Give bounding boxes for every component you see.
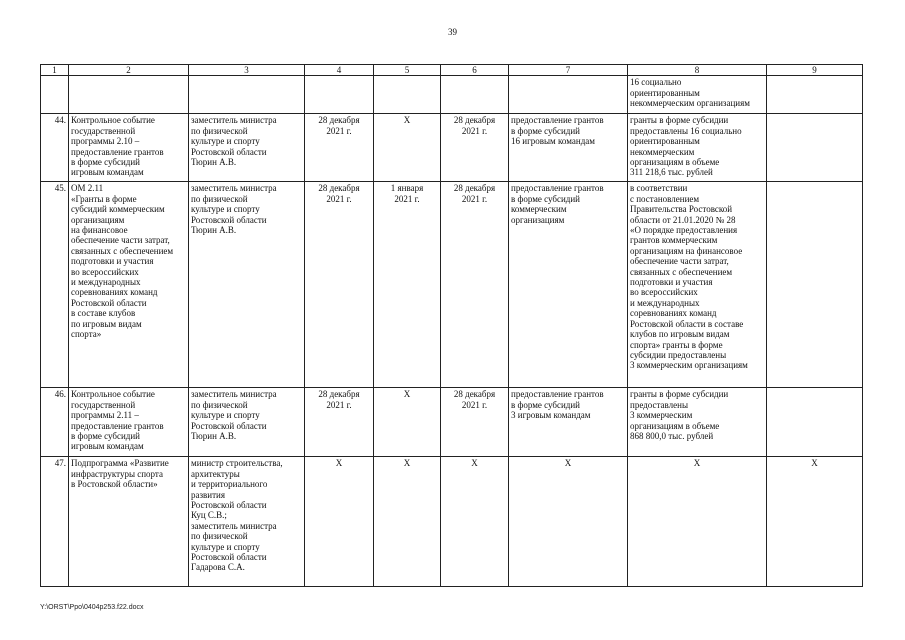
- cell-responsible: министр строительства, архитектуры и территориального развития Ростовской области Куц С.В.; заместитель министра по физической культуре и спорту Ростовской области Гадарова С.А.: [189, 457, 305, 587]
- cell-col6: Х: [441, 457, 509, 587]
- cell-col5: [374, 76, 441, 114]
- cell-col6: 28 декабря 2021 г.: [441, 114, 509, 182]
- table-row-44: [41, 114, 863, 182]
- cell-col8: в соответствии с постановлением Правительства Ростовской области от 21.01.2020 № 28 «О порядке предоставления грантов коммерческим организациям на финансовое обеспечение части затрат, связанных с обеспечением подготовки и участия во всероссийских и международных соревнованиях команд Ростовской области в составе клубов по игровым видам спорта» гранты в форме субсидии предоставлены 3 коммерческим организациям: [628, 182, 767, 388]
- cell-col8: гранты в форме субсидии предоставлены 16 социально ориентированным некоммерческим организациям в объеме 311 218,6 тыс. рублей: [628, 114, 767, 182]
- cell-col9: Х: [767, 457, 863, 587]
- header-cell: 6: [441, 65, 509, 76]
- cell-num: 46.: [41, 388, 69, 457]
- cell-col5: Х: [374, 457, 441, 587]
- cell-responsible: [189, 76, 305, 114]
- page-number: 39: [448, 27, 457, 37]
- header-cell: 8: [628, 65, 767, 76]
- cell-col4: 28 декабря 2021 г.: [305, 182, 374, 388]
- cell-col7: Х: [509, 457, 628, 587]
- column-number-header-row: [41, 65, 863, 76]
- cell-col8: гранты в форме субсидии предоставлены 3 коммерческим организациям в объеме 868 800,0 тыс. рублей: [628, 388, 767, 457]
- cell-num: 44.: [41, 114, 69, 182]
- header-cell: 9: [767, 65, 863, 76]
- cell-event: Контрольное событие государственной программы 2.11 – предоставление грантов в форме субсидий игровым командам: [69, 388, 189, 457]
- cell-responsible: заместитель министра по физической культуре и спорту Ростовской области Тюрин А.В.: [189, 388, 305, 457]
- cell-num: [41, 76, 69, 114]
- cell-col8: Х: [628, 457, 767, 587]
- cell-col7: предоставление грантов в форме субсидий коммерческим организациям: [509, 182, 628, 388]
- cell-col7: предоставление грантов в форме субсидий 3 игровым командам: [509, 388, 628, 457]
- cell-num: 47.: [41, 457, 69, 587]
- table-row-45: [41, 182, 863, 388]
- cell-event: Подпрограмма «Развитие инфраструктуры спорта в Ростовской области»: [69, 457, 189, 587]
- header-cell: 5: [374, 65, 441, 76]
- cell-col9: [767, 114, 863, 182]
- header-cell: 4: [305, 65, 374, 76]
- cell-col4: [305, 76, 374, 114]
- cell-responsible: заместитель министра по физической культуре и спорту Ростовской области Тюрин А.В.: [189, 182, 305, 388]
- cell-col5: 1 января 2021 г.: [374, 182, 441, 388]
- cell-col4: Х: [305, 457, 374, 587]
- cell-col5: Х: [374, 388, 441, 457]
- header-cell: 1: [41, 65, 69, 76]
- cell-event: Контрольное событие государственной программы 2.10 – предоставление грантов в форме субсидий игровым командам: [69, 114, 189, 182]
- header-cell: 7: [509, 65, 628, 76]
- table-row-46: [41, 388, 863, 457]
- cell-col5: Х: [374, 114, 441, 182]
- header-cell: 2: [69, 65, 189, 76]
- cell-col6: 28 декабря 2021 г.: [441, 182, 509, 388]
- cell-col9: [767, 182, 863, 388]
- cell-num: 45.: [41, 182, 69, 388]
- table-row-continuation: [41, 76, 863, 114]
- cell-responsible: заместитель министра по физической культуре и спорту Ростовской области Тюрин А.В.: [189, 114, 305, 182]
- cell-col6: 28 декабря 2021 г.: [441, 388, 509, 457]
- cell-col8: 16 социально ориентированным некоммерческим организациям: [628, 76, 767, 114]
- cell-col4: 28 декабря 2021 г.: [305, 114, 374, 182]
- cell-col6: [441, 76, 509, 114]
- table-row-47: [41, 457, 863, 587]
- cell-col9: [767, 388, 863, 457]
- cell-col9: [767, 76, 863, 114]
- cell-event: [69, 76, 189, 114]
- cell-col7: [509, 76, 628, 114]
- file-path-footer: Y:\ORST\Ppo\0404p253.f22.docx: [40, 604, 144, 611]
- cell-event: ОМ 2.11 «Гранты в форме субсидий коммерческим организациям на финансовое обеспечение части затрат, связанных с обеспечением подготовки и участия во всероссийских и международных соревнованиях команд Ростовской области в составе клубов по игровым видам спорта»: [69, 182, 189, 388]
- header-cell: 3: [189, 65, 305, 76]
- cell-col4: 28 декабря 2021 г.: [305, 388, 374, 457]
- cell-col7: предоставление грантов в форме субсидий 16 игровым командам: [509, 114, 628, 182]
- schedule-table: [40, 64, 863, 587]
